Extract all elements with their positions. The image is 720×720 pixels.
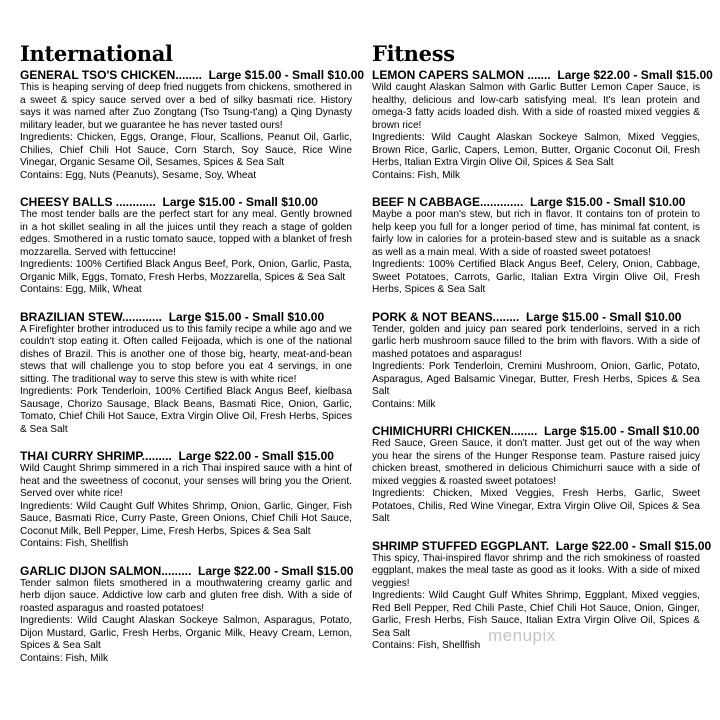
item-description: A Firefighter brother introduced us to this family recipe a while ago and we couldn't stop eating it. Often called Feijoada, which is one of the national dishes of Brazil. This is another one of those big, hearty, meat-and-bean stews that will challenge you to stop before you eat 4 servings, in one sitting. The traditional way to serve this stew is with white rice! (20, 323, 352, 385)
item-ingredients: Ingredients: Wild Caught Gulf Whites Shrimp, Onion, Garlic, Ginger, Fish Sauce, Basmati Rice, Curry Paste, Green Onions, Chief Chili Hot Sauce, Coconut Milk, Bell Pepper, Lime, Fresh Herbs, Spices & Sea Salt (20, 500, 352, 537)
item-ingredients: Ingredients: 100% Certified Black Angus Beef, Pork, Onion, Garlic, Pasta, Organic Milk, Eggs, Tomato, Fresh Herbs, Mozzarella, Spices & Sea Salt (20, 259, 352, 283)
item-ingredients: Ingredients: Wild Caught Gulf Whites Shrimp, Eggplant, Mixed veggies, Red Bell Pepper, Red Chili Paste, Chief Chili Hot Sauce, Onion, Ginger, Garlic, Fresh Herbs, Fish Sauce, Italian Extra Virgin Olive Oil, Spices & Sea Salt (372, 590, 700, 639)
item-name: SHRIMP STUFFED EGGPLANT. (372, 538, 550, 553)
menu-item-lemon-capers-salmon (372, 68, 713, 182)
item-prices: Large $15.00 - Small $10.00 (162, 195, 318, 209)
menu-item-beef-n-cabbage (372, 195, 700, 297)
item-contains: Contains: Fish, Shellfish (372, 640, 481, 651)
item-heading (20, 564, 352, 578)
item-prices: Large $22.00 - Small $15.00 (555, 538, 712, 553)
item-contains: Contains: Fish, Milk (372, 169, 461, 181)
item-description: Maybe a poor man's stew, but rich in flavor. It contains ton of protein to help keep you full for a longer period of time, has minimal fat content, is fairly low in calories for a protein-based stew and is suitable as a snack as well as a main meal. With a side of roasted sweet potatoes! (372, 209, 700, 258)
item-name: BRAZILIAN STEW............ (20, 309, 163, 324)
menu-item-cheesy-balls (20, 195, 352, 297)
item-name: THAI CURRY SHRIMP......... (20, 449, 172, 463)
item-heading (20, 310, 352, 324)
fitness-column (372, 41, 713, 666)
item-name: PORK & NOT BEANS........ (372, 309, 520, 324)
item-name: BEEF N CABBAGE............. (372, 195, 524, 209)
item-description: Tender salmon filets smothered in a mouthwatering creamy garlic and herb dijon sauce. Addictive low carb and gluten free dish. With a side of roasted asparagus and roasted potatoes! (20, 577, 352, 614)
item-prices: Large $15.00 - Small $10.00 (526, 309, 682, 324)
item-contains: Contains: Fish, Shellfish (20, 538, 129, 549)
international-column (20, 41, 365, 678)
item-ingredients: Ingredients: Pork Tenderloin, 100% Certified Black Angus Beef, kielbasa Sausage, Chorizo Sausage, Black Beans, Basmati Rice, Onion, Garlic, Tomato, Chief Chili Hot Sauce, Extra Virgin Olive Oil, Fresh Herbs, Spices & Sea Salt (20, 386, 352, 435)
item-description: Tender, golden and juicy pan seared pork tenderloins, served in a rich garlic herb mushroom sauce filled to the brim with flavors. With a side of mashed potatoes and asparagus! (372, 323, 700, 360)
item-description: Wild Caught Shrimp simmered in a rich Thai inspired sauce with a hint of heat and the sweetness of coconut, your senses will bring you the Orient. Served over white rice! (20, 463, 352, 499)
item-prices: Large $15.00 - Small $10.00 (544, 424, 700, 438)
item-contains: Contains: Fish, Milk (20, 652, 109, 664)
item-heading (372, 310, 700, 324)
item-description: This spicy, Thai-inspired flavor shrimp and the rich smokiness of roasted eggplant, makes the meal taste as good as it looks. With a side of mixed veggies! (372, 552, 700, 589)
item-ingredients: Ingredients: Chicken, Eggs, Orange, Flour, Scallions, Peanut Oil, Garlic, Chilies, Chief Chili Hot Sauce, Corn Starch, Soy Sauce, Rice Wine Vinegar, Organic Sesame Oil, Sesames, Spices & Sea Salt (20, 132, 352, 168)
item-contains: Contains: Egg, Nuts (Peanuts), Sesame, Soy, Wheat (20, 169, 257, 181)
menu-item-general-tsos-chicken (20, 68, 365, 182)
item-prices: Large $22.00 - Small $15.00 (198, 563, 354, 578)
item-description: The most tender balls are the perfect start for any meal. Gently browned in a hot skillet sealing in all the juices until they reach a stage of golden edges. Smothered in a rustic tomato sauce, topped with a blanket of fresh mozzarella. Served with fettuccine! (20, 209, 352, 258)
item-name: LEMON CAPERS SALMON ....... (372, 68, 551, 82)
item-name: CHIMICHURRI CHICKEN........ (372, 424, 538, 438)
menu-item-brazilian-stew (20, 310, 352, 437)
menu-item-thai-curry-shrimp (20, 449, 352, 551)
section-title-fitness: Fitness (372, 41, 455, 66)
item-prices: Large $15.00 - Small $10.00 (168, 309, 325, 324)
item-ingredients: Ingredients: Pork Tenderloin, Cremini Mushroom, Onion, Garlic, Potato, Asparagus, Aged Balsamic Vinegar, Butter, Fresh Herbs, Spices & Sea Salt (372, 361, 700, 397)
item-heading (20, 449, 352, 463)
item-heading (372, 195, 700, 209)
item-prices: Large $15.00 - Small $10.00 (208, 68, 365, 82)
menu-item-chimichurri-chicken (372, 424, 700, 526)
item-contains: Contains: Milk (372, 398, 436, 410)
item-ingredients: Ingredients: Chicken, Mixed Veggies, Fresh Herbs, Garlic, Sweet Potatoes, Chilis, Red Wine Vinegar, Extra Virgin Olive Oil, Spices & Sea Salt (372, 488, 700, 524)
section-title-international: International (20, 41, 173, 66)
item-ingredients: Ingredients: 100% Certified Black Angus Beef, Celery, Onion, Cabbage, Sweet Potatoes, Carrots, Garlic, Italian Extra Virgin Olive Oil, Fresh Herbs, Spices & Sea Salt (372, 259, 700, 295)
menu-item-pork-and-not-beans (372, 310, 700, 412)
item-description: Wild caught Alaskan Salmon with Garlic Butter Lemon Caper Sauce, is healthy, delicious and low-carb satisfying meal. It's lean protein and omega-3 fatty acids loaded dish. With a side of roasted mixed veggies & brown rice! (372, 82, 700, 131)
item-contains: Contains: Egg, Milk, Wheat (20, 284, 142, 295)
item-prices: Large $22.00 - Small $15.00 (178, 449, 334, 463)
item-description: Red Sauce, Green Sauce, it don't matter. Just get out of the way when you hear the sirens of the Hunger Response team. Pasture raised juicy chicken breast, smothered in delicious Chimichurri sauce with a side of mixed veggies & roasted sweet potatoes! (372, 438, 700, 487)
item-heading (372, 424, 700, 438)
item-name: CHEESY BALLS ............ (20, 195, 156, 209)
item-ingredients: Ingredients: Wild Caught Alaskan Sockeye Salmon, Mixed Veggies, Brown Rice, Garlic, Capers, Lemon, Butter, Organic Coconut Oil, Fresh Herbs, Italian Extra Virgin Olive Oil, Spices & Sea Salt (372, 132, 700, 168)
item-description: This is heaping serving of deep fried nuggets from chickens, smothered in a sweet & spicy sauce served over a bed of silky basmati rice. History says it was named after Zuo Zongtang (Tso Tsung-t'ang) a Qing Dynasty military leader, but we guarantee he has never tasted ours! (20, 82, 352, 131)
item-heading (372, 538, 712, 553)
item-heading (372, 68, 713, 82)
item-heading (20, 68, 365, 82)
item-heading (20, 195, 352, 209)
menupix-watermark: menupix (488, 626, 556, 645)
item-name: GARLIC DIJON SALMON......... (20, 563, 192, 578)
item-name: GENERAL TSO'S CHICKEN........ (20, 68, 202, 82)
menu-item-garlic-dijon-salmon (20, 564, 352, 666)
item-ingredients: Ingredients: Wild Caught Alaskan Sockeye Salmon, Asparagus, Potato, Dijon Mustard, Garlic, Fresh Herbs, Organic Milk, Heavy Cream, Lemon, Spices & Sea Salt (20, 615, 352, 651)
item-prices: Large $15.00 - Small $10.00 (530, 195, 686, 209)
item-prices: Large $22.00 - Small $15.00 (557, 68, 713, 82)
